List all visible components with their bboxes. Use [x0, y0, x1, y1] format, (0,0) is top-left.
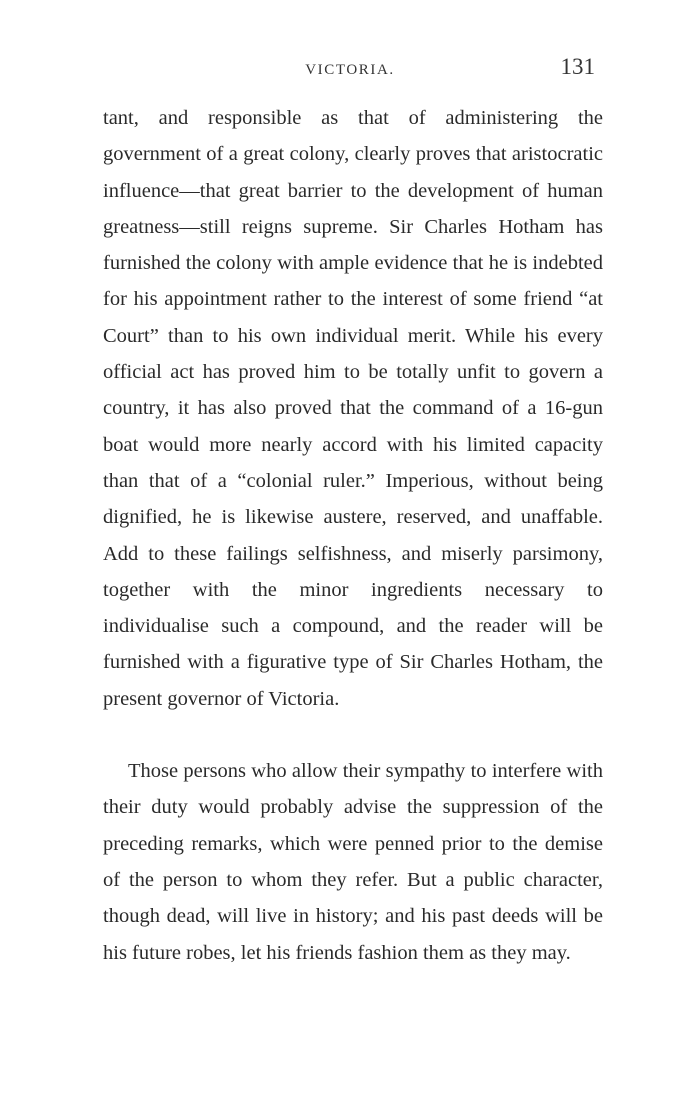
- paragraph: Those persons who allow their sympathy to interfere with their duty would probably advise the suppression of the preceding remarks, which were penned prior to the demise of the person to whom they refer. But a public character, though dead, will live in history; and his past deeds will be his future robes, let his friends fashion them as they may.: [103, 760, 603, 964]
- running-title: VICTORIA.: [305, 62, 395, 78]
- body-text: [103, 100, 603, 971]
- running-head: [95, 54, 605, 88]
- page-number: 131: [560, 54, 595, 79]
- paragraph-continued: tant, and responsible as that of administering the government of a great colony, clearly proves that aristocratic influence—that great barrier to the development of human greatness—still reigns supreme. Sir Charles Hotham has furnished the colony with ample evidence that he is indebted for his appointment rather to the interest of some friend “at Court” than to his own individual merit. While his every official act has proved him to be totally unfit to govern a country, it has also proved that the command of a 16-gun boat would more nearly accord with his limited capacity than that of a “colonial ruler.” Imperious, without being dignified, he is likewise austere, reserved, and unaffable. Add to these failings selfishness, and miserly parsimony, together with the minor ingredients necessary to individualise such a compound, and the reader will be furnished with a figurative type of Sir Charles Hotham, the present governor of Victoria.: [103, 107, 603, 710]
